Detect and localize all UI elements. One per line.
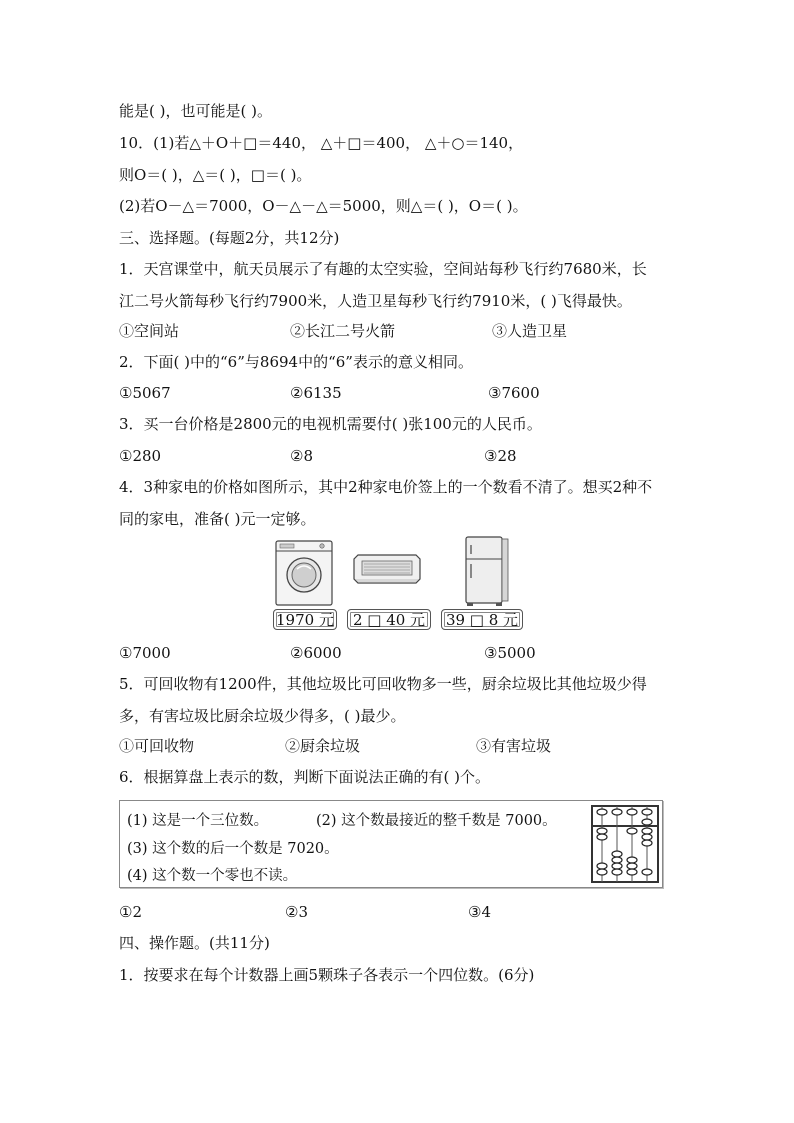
q3-option-3: ③28 xyxy=(484,447,517,465)
q2-option-3: ③7600 xyxy=(488,384,540,402)
section3-heading: 三、选择题。(每题2分，共12分) xyxy=(119,229,340,247)
q5-option-3: ③有害垃圾 xyxy=(476,737,552,755)
q2-line1: 2．下面( )中的“6”与8694中的“6”表示的意义相同。 xyxy=(119,353,473,371)
refrigerator-icon xyxy=(466,537,508,606)
q2-option-2: ②6135 xyxy=(290,384,342,402)
section4-heading: 四、操作题。(共11分) xyxy=(119,934,270,952)
op1-line1: 1．按要求在每个计数器上画5颗珠子各表示一个四位数。(6分) xyxy=(119,966,535,984)
q10-line2: 则O＝( )，△＝( )，□＝( )。 xyxy=(119,166,312,184)
q1-line2: 江二号火箭每秒飞行约7900米，人造卫星每秒飞行约7910米，( )飞得最快。 xyxy=(119,292,632,310)
q4-line1: 4．3种家电的价格如图所示，其中2种家电价签上的一个数看不清了。想买2种不 xyxy=(119,478,653,496)
q4-option-2: ②6000 xyxy=(290,644,342,662)
q6-statement-2: (2) 这个数最接近的整千数是 7000。 xyxy=(316,813,557,829)
q4-option-3: ③5000 xyxy=(484,644,536,662)
q6-statement-1: (1) 这是一个三位数。 xyxy=(127,813,269,829)
q3-line1: 3．买一台价格是2800元的电视机需要付( )张100元的人民币。 xyxy=(119,415,542,433)
q6-line1: 6．根据算盘上表示的数，判断下面说法正确的有( )个。 xyxy=(119,768,491,786)
q10-line1: 10．(1)若△＋O＋□＝440， △＋□＝400， △＋○＝140， xyxy=(119,134,524,152)
heater-icon xyxy=(354,555,420,583)
q3-option-1: ①280 xyxy=(119,447,162,465)
q4-line2: 同的家电，准备( )元一定够。 xyxy=(119,510,316,528)
q6-statement-box xyxy=(119,800,663,888)
q6-statement-4: (4) 这个数一个零也不读。 xyxy=(127,868,298,884)
q3-option-2: ②8 xyxy=(290,447,313,465)
washing-machine-icon xyxy=(276,541,332,605)
abacus-icon xyxy=(590,804,660,884)
q1-option-2: ②长江二号火箭 xyxy=(290,322,396,340)
price-tag-heater: 2 □ 40 元 xyxy=(347,609,431,630)
q5-option-2: ②厨余垃圾 xyxy=(285,737,361,755)
q6-option-1: ①2 xyxy=(119,903,142,921)
appliances-illustration xyxy=(270,535,530,609)
q2-option-1: ①5067 xyxy=(119,384,171,402)
q5-option-1: ①可回收物 xyxy=(119,737,195,755)
q10-line3: (2)若O－△＝7000，O－△－△＝5000，则△＝( )，O＝( )。 xyxy=(119,197,528,215)
q5-line1: 5．可回收物有1200件，其他垃圾比可回收物多一些，厨余垃圾比其他垃圾少得 xyxy=(119,675,647,693)
q6-option-2: ②3 xyxy=(285,903,308,921)
q4-option-1: ①7000 xyxy=(119,644,171,662)
price-tag-washing-machine: 1970 元 xyxy=(273,609,337,630)
q5-line2: 多，有害垃圾比厨余垃圾少得多，( )最少。 xyxy=(119,707,406,725)
q9-tail: 能是( )，也可能是( )。 xyxy=(119,102,272,120)
q6-statement-3: (3) 这个数的后一个数是 7020。 xyxy=(127,841,339,857)
q1-line1: 1．天宫课堂中，航天员展示了有趣的太空实验，空间站每秒飞行约7680米，长 xyxy=(119,260,647,278)
price-tag-refrigerator: 39 □ 8 元 xyxy=(441,609,523,630)
q1-option-3: ③人造卫星 xyxy=(492,322,568,340)
q6-option-3: ③4 xyxy=(468,903,491,921)
q1-option-1: ①空间站 xyxy=(119,322,180,340)
